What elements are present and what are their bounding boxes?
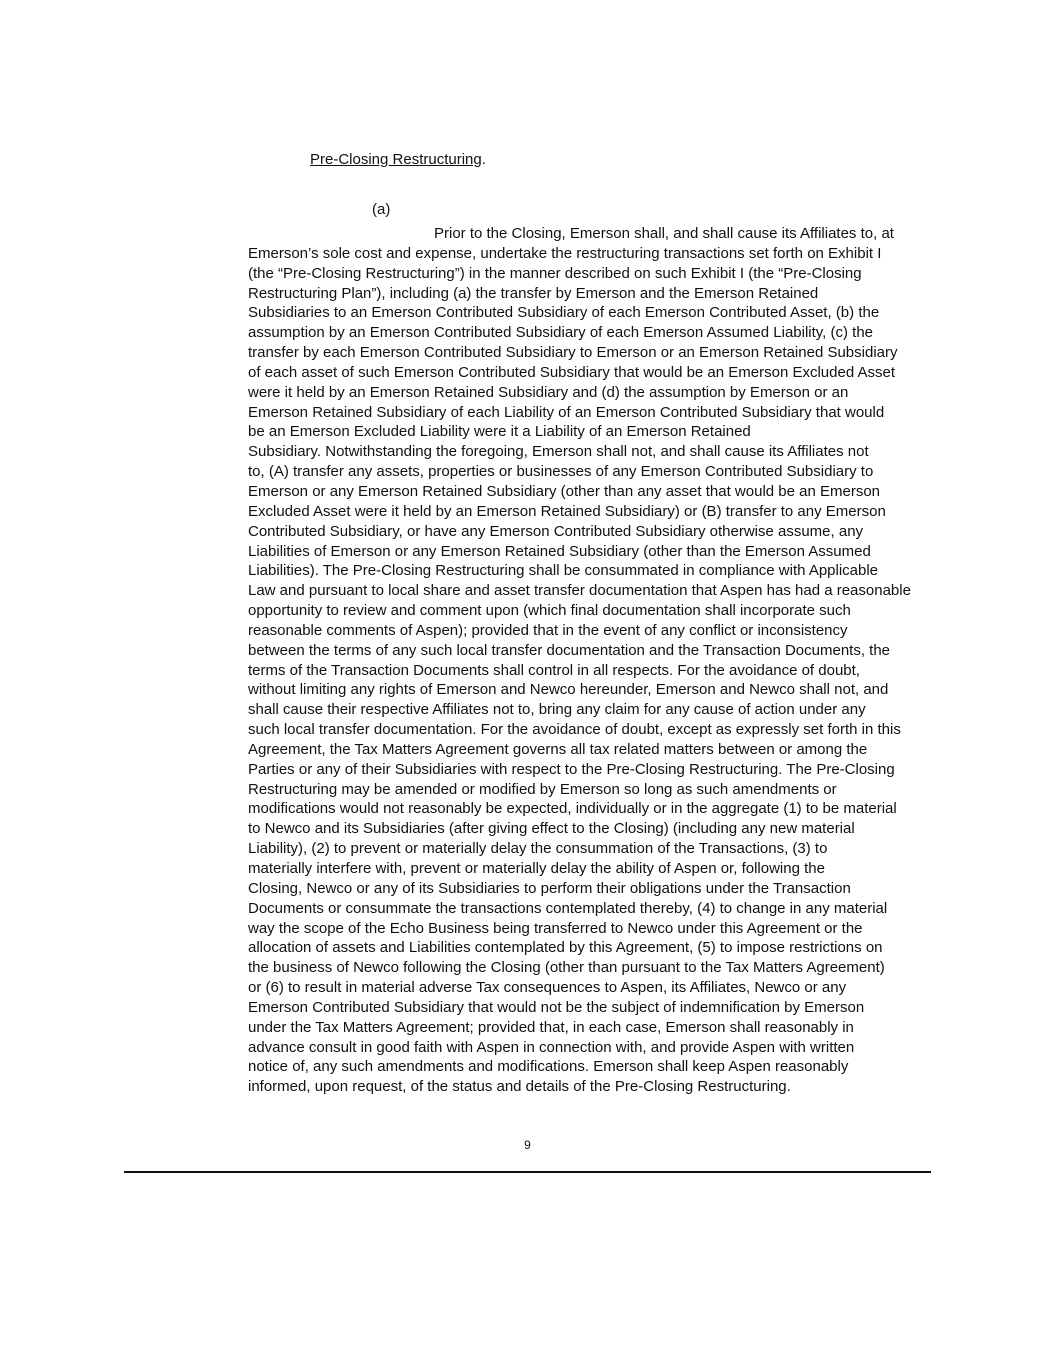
- clause-body: [248, 224, 948, 1097]
- clause-line: informed, upon request, of the status and details of the Pre-Closing Restructuring.: [248, 1078, 791, 1096]
- clause-line: were it held by an Emerson Retained Subsidiary and (d) the assumption by Emerson or an: [248, 383, 849, 401]
- section-title: Pre-Closing Restructuring: [310, 151, 482, 168]
- clause-line: reasonable comments of Aspen); provided that in the event of any conflict or inconsistency: [248, 621, 848, 639]
- clause-line: Parties or any of their Subsidiaries with respect to the Pre-Closing Restructuring. The Pre-Closing: [248, 760, 895, 778]
- clause-line: terms of the Transaction Documents shall control in all respects. For the avoidance of doubt,: [248, 661, 860, 679]
- clause-line: Emerson Contributed Subsidiary that would not be the subject of indemnification by Emerson: [248, 998, 865, 1016]
- clause-line: Restructuring may be amended or modified by Emerson so long as such amendments or: [248, 780, 837, 798]
- clause-line: to, (A) transfer any assets, properties or businesses of any Emerson Contributed Subsidiary to: [248, 463, 874, 481]
- clause-line: notice of, any such amendments and modifications. Emerson shall keep Aspen reasonably: [248, 1058, 849, 1076]
- clause-line: or (6) to result in material adverse Tax consequences to Aspen, its Affiliates, Newco or any: [248, 979, 847, 997]
- clause-line: be an Emerson Excluded Liability were it a Liability of an Emerson Retained: [248, 423, 751, 441]
- clause-line: Law and pursuant to local share and asset transfer documentation that Aspen has had a reasonable: [248, 582, 911, 600]
- clause-line: Liability), (2) to prevent or materially delay the consummation of the Transactions, (3) to: [248, 840, 828, 858]
- page-number: 9: [524, 1138, 531, 1152]
- clause-line: without limiting any rights of Emerson and Newco hereunder, Emerson and Newco shall not, and: [248, 681, 889, 699]
- clause-line: materially interfere with, prevent or materially delay the ability of Aspen or, following the: [248, 860, 825, 877]
- clause-line: shall cause their respective Affiliates not to, bring any claim for any cause of action under any: [248, 701, 866, 719]
- clause-line: Restructuring Plan”), including (a) the transfer by Emerson and the Emerson Retained: [248, 284, 819, 302]
- clause-line: Documents or consummate the transactions contemplated thereby, (4) to change in any material: [248, 899, 888, 917]
- section-heading: [310, 150, 486, 170]
- clause-line: to Newco and its Subsidiaries (after giving effect to the Closing) (including any new material: [248, 820, 855, 838]
- clause-line: advance consult in good faith with Aspen in connection with, and provide Aspen with written: [248, 1038, 855, 1056]
- clause-line: Liabilities). The Pre-Closing Restructuring shall be consummated in compliance with Applicable: [248, 562, 879, 580]
- page-divider: [124, 1171, 931, 1173]
- clause-line: opportunity to review and comment upon (which final documentation shall incorporate such: [248, 602, 851, 620]
- clause-line: Prior to the Closing, Emerson shall, and shall cause its Affiliates to, at: [434, 225, 894, 242]
- clause-marker: (a): [372, 201, 391, 218]
- clause-line: way the scope of the Echo Business being transferred to Newco under this Agreement or the: [248, 919, 863, 937]
- clause-line: allocation of assets and Liabilities contemplated by this Agreement, (5) to impose restrictions on: [248, 939, 883, 957]
- clause-line: Closing, Newco or any of its Subsidiaries to perform their obligations under the Transaction: [248, 879, 851, 897]
- clause-line: the business of Newco following the Closing (other than pursuant to the Tax Matters Agreement): [248, 959, 885, 977]
- clause-line: of each asset of such Emerson Contributed Subsidiary that would be an Emerson Excluded Asset: [248, 363, 896, 381]
- clause-line: between the terms of any such local transfer documentation and the Transaction Documents, the: [248, 641, 891, 659]
- clause-line: Excluded Asset were it held by an Emerson Retained Subsidiary) or (B) transfer to any Emerson: [248, 502, 886, 520]
- section-title-period: .: [481, 151, 486, 168]
- clause-line: (the “Pre-Closing Restructuring”) in the manner described on such Exhibit I (the “Pre-Closing: [248, 264, 862, 282]
- clause-line: under the Tax Matters Agreement; provided that, in each case, Emerson shall reasonably in: [248, 1018, 854, 1036]
- clause-line: Emerson Retained Subsidiary of each Liability of an Emerson Contributed Subsidiary that would: [248, 403, 885, 421]
- clause-line: Subsidiaries to an Emerson Contributed Subsidiary of each Emerson Contributed Asset, (b) the: [248, 304, 880, 322]
- clause-line: such local transfer documentation. For the avoidance of doubt, except as expressly set forth in this: [248, 721, 901, 739]
- clause-line: Liabilities of Emerson or any Emerson Retained Subsidiary (other than the Emerson Assumed: [248, 542, 871, 560]
- clause-line: assumption by an Emerson Contributed Subsidiary of each Emerson Assumed Liability, (c) the: [248, 324, 874, 342]
- clause-line: modifications would not reasonably be expected, individually or in the aggregate (1) to be material: [248, 800, 897, 818]
- clause-line: Emerson’s sole cost and expense, undertake the restructuring transactions set forth on Exhibit I: [248, 244, 882, 262]
- clause-line: Emerson or any Emerson Retained Subsidiary (other than any asset that would be an Emerson: [248, 482, 881, 500]
- clause-line: Subsidiary. Notwithstanding the foregoing, Emerson shall not, and shall cause its Affiliates not: [248, 443, 869, 461]
- clause-line: Agreement, the Tax Matters Agreement governs all tax related matters between or among the: [248, 740, 868, 758]
- clause-line: Contributed Subsidiary, or have any Emerson Contributed Subsidiary otherwise assume, any: [248, 522, 864, 540]
- clause-line: transfer by each Emerson Contributed Subsidiary to Emerson or an Emerson Retained Subsidiary: [248, 344, 898, 362]
